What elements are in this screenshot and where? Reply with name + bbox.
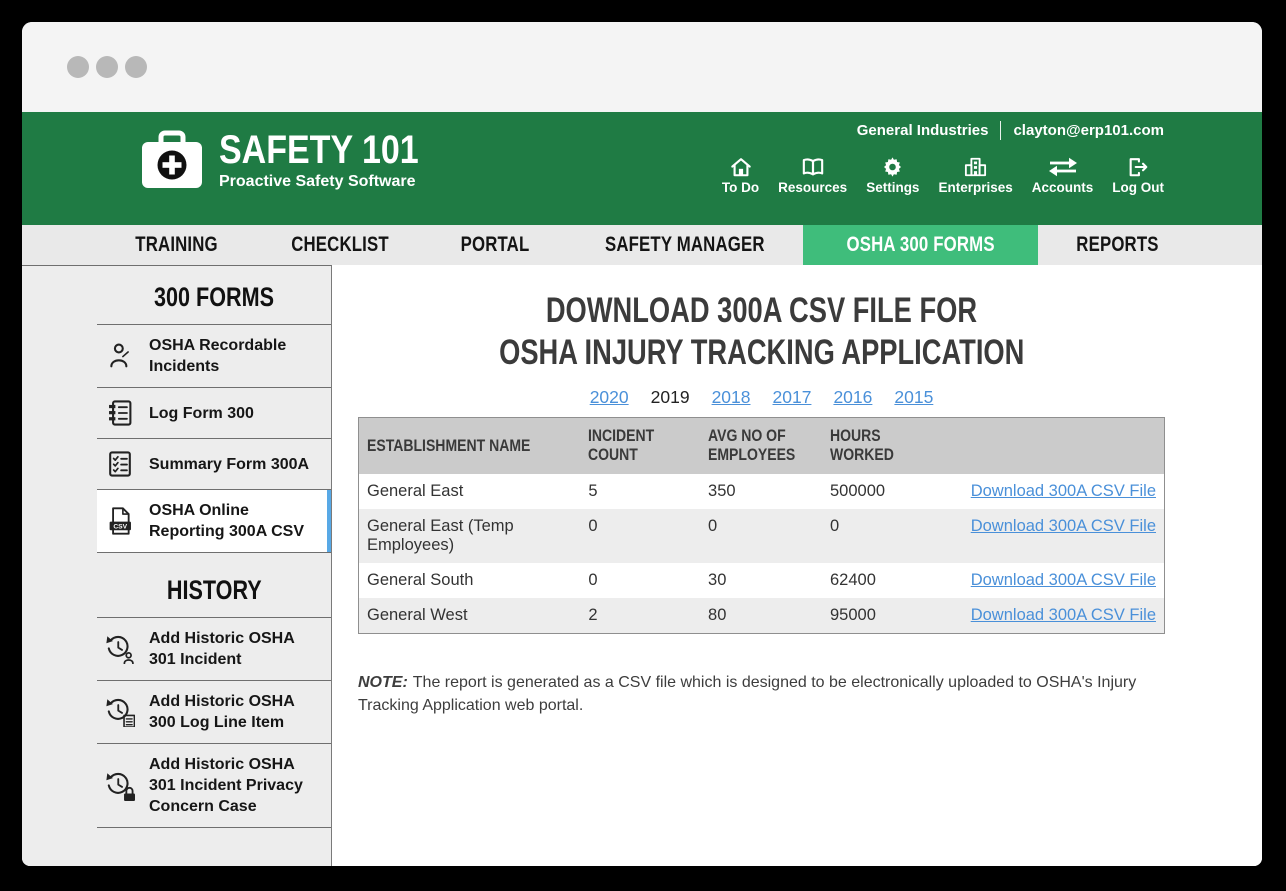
history-list-icon <box>105 697 135 727</box>
app-header <box>22 112 1262 225</box>
table-row <box>359 474 1165 509</box>
table-row <box>359 563 1165 598</box>
download-csv-link[interactable]: Download 300A CSV File <box>970 606 1156 624</box>
table-row <box>359 598 1165 634</box>
cell-hours-worked: 0 <box>830 517 840 535</box>
nav-item-accounts[interactable]: Accounts <box>1032 156 1094 195</box>
cell-incident-count: 2 <box>588 606 598 624</box>
history-lock-icon <box>105 771 135 801</box>
tab-portal[interactable]: PORTAL <box>460 233 530 256</box>
window-control-dot[interactable] <box>125 56 147 78</box>
book-icon <box>800 156 826 178</box>
summary-checklist-icon <box>105 449 135 479</box>
divider <box>1000 121 1001 140</box>
year-link-2018[interactable]: 2018 <box>711 387 751 407</box>
year-link-2016[interactable]: 2016 <box>833 387 873 407</box>
main-content <box>332 265 1262 866</box>
tab-checklist[interactable]: CHECKLIST <box>291 233 389 256</box>
tab-osha-300-forms[interactable]: OSHA 300 FORMS <box>803 225 1038 265</box>
cell-avg-employees: 0 <box>708 517 718 535</box>
sidebar <box>22 265 332 866</box>
nav-item-logout[interactable]: Log Out <box>1112 156 1164 195</box>
sidebar-item-log-form-300[interactable]: Log Form 300 <box>97 387 331 438</box>
page-title: DOWNLOAD 300A CSV FILE FOR OSHA INJURY TRACKING APPLICATION <box>498 291 1025 372</box>
window-control-dot[interactable] <box>67 56 89 78</box>
cell-establishment: General South <box>367 571 474 589</box>
sidebar-item-summary-form-300a[interactable]: Summary Form 300A <box>97 438 331 489</box>
col-hours-worked: HOURS WORKED <box>822 418 955 475</box>
csv-file-icon <box>105 506 135 536</box>
establishments-table <box>358 417 1165 634</box>
cell-avg-employees: 350 <box>708 482 736 500</box>
window-control-dot[interactable] <box>96 56 118 78</box>
cell-avg-employees: 30 <box>708 571 727 589</box>
cell-hours-worked: 95000 <box>830 606 876 624</box>
tab-reports[interactable]: REPORTS <box>1076 233 1159 256</box>
tab-safety-manager[interactable]: SAFETY MANAGER <box>604 233 765 256</box>
col-avg-employees: AVG NO OF EMPLOYEES <box>700 418 822 475</box>
sidebar-forms-section <box>97 266 331 553</box>
cell-incident-count: 0 <box>588 517 598 535</box>
person-incident-icon <box>105 341 135 371</box>
history-person-icon <box>105 634 135 664</box>
forms-section-heading: 300 FORMS <box>153 282 275 312</box>
history-section-heading: HISTORY <box>166 575 262 605</box>
cell-establishment: General East (Temp Employees) <box>367 517 514 554</box>
download-csv-link[interactable]: Download 300A CSV File <box>970 517 1156 535</box>
nav-item-settings[interactable]: Settings <box>866 156 919 195</box>
account-email[interactable]: clayton@erp101.com <box>1013 122 1164 139</box>
note-text: NOTE: The report is generated as a CSV file which is designed to be electronically uploaded to OSHA's Injury Tracking Application web portal. <box>358 674 1137 714</box>
account-company[interactable]: General Industries <box>856 122 989 139</box>
log-form-icon <box>105 398 135 428</box>
sidebar-item-add-historic-osha-301-privacy-case[interactable]: Add Historic OSHA 301 Incident Privacy Concern Case <box>97 743 331 827</box>
note-label: NOTE: <box>358 674 408 691</box>
cell-incident-count: 0 <box>588 571 598 589</box>
table-header-row <box>359 418 1165 475</box>
account-info <box>857 121 1164 140</box>
cell-establishment: General West <box>367 606 468 624</box>
col-establishment-name: ESTABLISHMENT NAME <box>359 418 581 475</box>
utility-nav <box>722 156 1164 195</box>
cell-incident-count: 5 <box>588 482 598 500</box>
swap-arrows-icon <box>1048 156 1078 178</box>
sidebar-item-osha-recordable-incidents[interactable]: OSHA Recordable Incidents <box>97 324 331 387</box>
col-incident-count: INCIDENT COUNT <box>580 418 700 475</box>
brand-logo[interactable] <box>140 129 454 191</box>
cell-establishment: General East <box>367 482 464 500</box>
building-icon <box>963 156 988 178</box>
first-aid-kit-icon <box>140 130 204 190</box>
year-link-2017[interactable]: 2017 <box>772 387 812 407</box>
cell-hours-worked: 62400 <box>830 571 876 589</box>
browser-window <box>22 22 1262 866</box>
download-csv-link[interactable]: Download 300A CSV File <box>970 571 1156 589</box>
window-titlebar <box>22 22 1262 112</box>
svg-text:CSV: CSV <box>113 523 128 531</box>
cell-hours-worked: 500000 <box>830 482 886 500</box>
nav-item-todo[interactable]: To Do <box>722 156 759 195</box>
sidebar-history-section <box>97 553 331 828</box>
year-selector <box>358 387 1165 408</box>
tab-training[interactable]: TRAINING <box>135 233 219 256</box>
cell-avg-employees: 80 <box>708 606 727 624</box>
home-icon <box>729 156 753 178</box>
main-tabbar <box>22 225 1262 265</box>
brand-name: SAFETY 101 <box>219 128 419 172</box>
table-row <box>359 509 1165 563</box>
sidebar-item-osha-online-reporting-300a-csv[interactable]: CSV OSHA Online Reporting 300A CSV <box>97 489 331 552</box>
logout-icon <box>1127 156 1149 178</box>
col-download <box>955 418 1165 475</box>
year-link-2020[interactable]: 2020 <box>589 387 629 407</box>
sidebar-item-add-historic-osha-301-incident[interactable]: Add Historic OSHA 301 Incident <box>97 617 331 680</box>
download-csv-link[interactable]: Download 300A CSV File <box>970 482 1156 500</box>
sidebar-item-add-historic-osha-300-log-line-item[interactable]: Add Historic OSHA 300 Log Line Item <box>97 680 331 743</box>
nav-item-resources[interactable]: Resources <box>778 156 847 195</box>
gear-icon <box>881 156 904 178</box>
year-current-2019: 2019 <box>650 387 690 407</box>
window-controls <box>67 56 147 78</box>
nav-item-enterprises[interactable]: Enterprises <box>938 156 1012 195</box>
year-link-2015[interactable]: 2015 <box>894 387 934 407</box>
brand-tagline: Proactive Safety Software <box>219 173 416 190</box>
